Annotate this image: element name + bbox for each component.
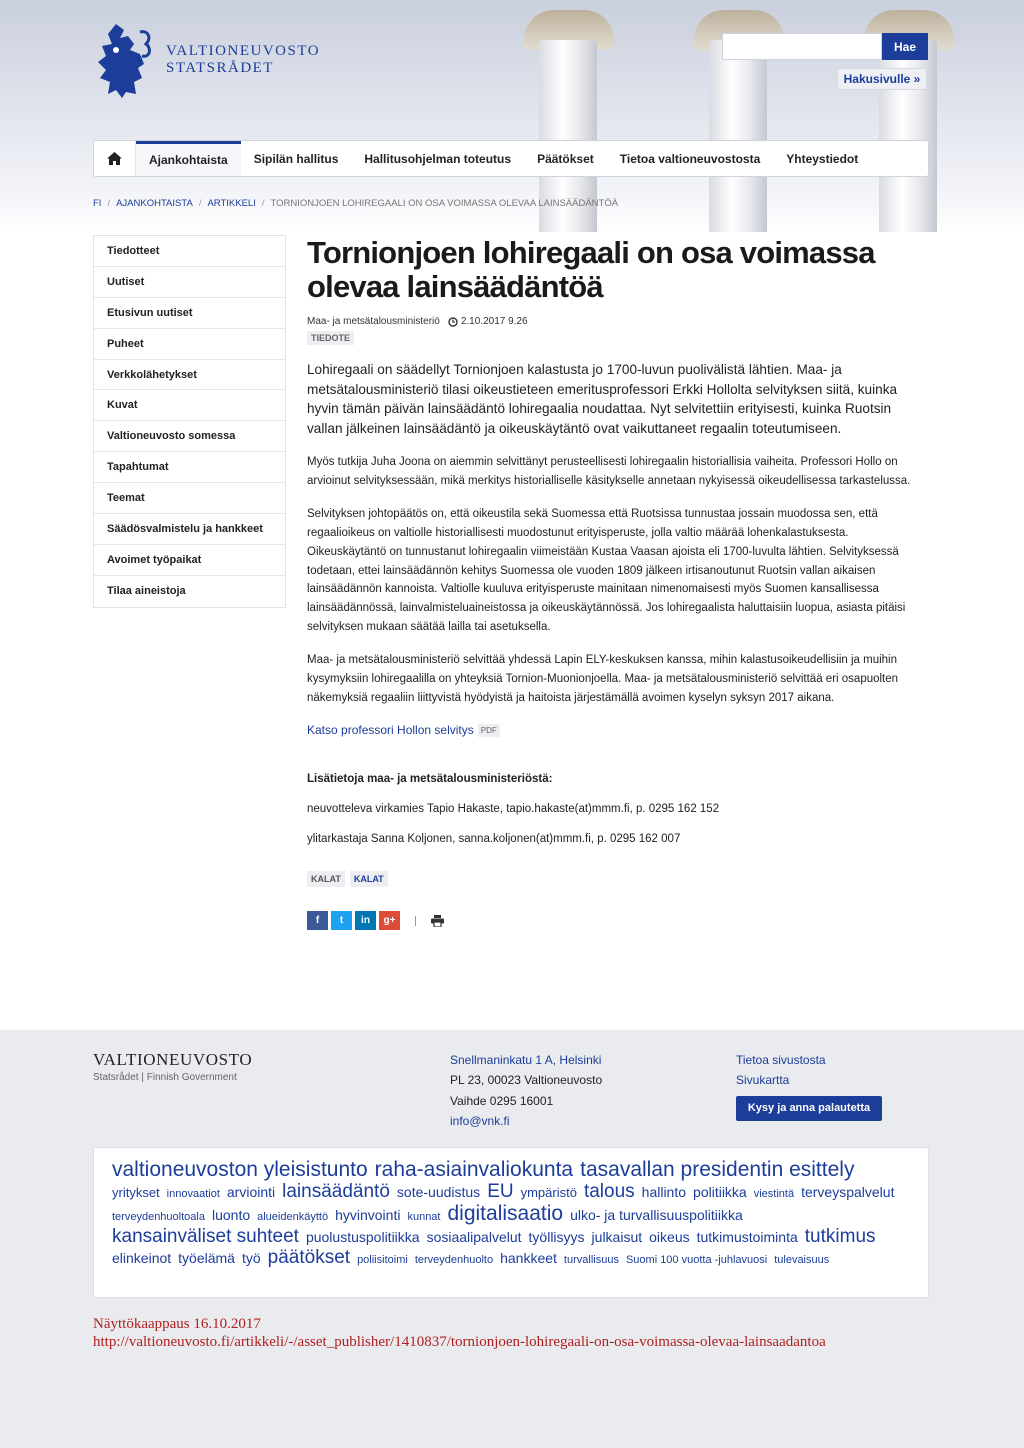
breadcrumb-item-ajankohtaista[interactable]: AJANKOHTAISTA bbox=[116, 198, 193, 209]
nav-item-hallitusohjelman-toteutus[interactable]: Hallitusohjelman toteutus bbox=[364, 151, 512, 166]
search-input[interactable] bbox=[722, 33, 882, 60]
capture-note bbox=[93, 1315, 826, 1351]
article-meta bbox=[307, 316, 929, 327]
tag-cloud-item[interactable]: raha-asiainvaliokunta bbox=[374, 1158, 574, 1181]
search-form bbox=[722, 33, 928, 60]
tag-cloud-item[interactable]: tutkimus bbox=[804, 1226, 876, 1247]
tag-cloud-item[interactable]: EU bbox=[487, 1181, 514, 1202]
breadcrumb-item-artikkeli[interactable]: ARTIKKELI bbox=[207, 198, 256, 209]
breadcrumb-separator: / bbox=[261, 198, 265, 209]
tag-cloud-item[interactable]: Suomi 100 vuotta -juhlavuosi bbox=[625, 1254, 768, 1266]
nav-item-yhteystiedot[interactable]: Yhteystiedot bbox=[786, 151, 859, 166]
googleplus-share-button[interactable] bbox=[379, 911, 400, 930]
capture-url: http://valtioneuvosto.fi/artikkeli/-/asset_publisher/1410837/tornionjoen-lohiregaali-on-osa-voimassa-olevaa-lainsaadantoa bbox=[93, 1334, 826, 1350]
tag-kalat[interactable]: KALAT bbox=[307, 871, 345, 887]
sidebar-item-etusivun-uutiset[interactable]: Etusivun uutiset bbox=[94, 298, 285, 329]
tag-cloud-item[interactable]: kansainväliset suhteet bbox=[112, 1226, 299, 1247]
footer-links-column bbox=[736, 1050, 882, 1121]
tag-cloud bbox=[93, 1147, 929, 1298]
tag-cloud-item[interactable]: poliisitoimi bbox=[357, 1254, 408, 1266]
tag-cloud-item[interactable]: ulko- ja turvallisuuspolitiikka bbox=[570, 1207, 743, 1223]
footer-about-link[interactable]: Tietoa sivustosta bbox=[736, 1053, 826, 1067]
tag-cloud-item[interactable]: työllisyys bbox=[528, 1229, 585, 1245]
tag-cloud-item[interactable]: elinkeinot bbox=[112, 1250, 172, 1266]
clock-icon bbox=[448, 317, 458, 327]
footer-po-box: PL 23, 00023 Valtioneuvosto bbox=[450, 1073, 603, 1088]
tag-cloud-item[interactable]: innovaatiot bbox=[166, 1188, 220, 1200]
tag-cloud-item[interactable]: turvallisuus bbox=[563, 1254, 619, 1266]
breadcrumb-separator: / bbox=[198, 198, 202, 209]
tag-cloud-item[interactable]: hyvinvointi bbox=[335, 1207, 401, 1223]
home-icon bbox=[107, 152, 122, 165]
nav-item-ajankohtaista[interactable]: Ajankohtaista bbox=[136, 141, 241, 176]
facebook-icon: f bbox=[315, 915, 320, 927]
tag-cloud-item[interactable]: yritykset bbox=[112, 1185, 160, 1200]
contact-line: neuvotteleva virkamies Tapio Hakaste, tapio.hakaste(at)mmm.fi, p. 0295 162 152 bbox=[307, 803, 720, 816]
footer-contact-column bbox=[450, 1050, 602, 1131]
tag-cloud-item[interactable]: päätökset bbox=[267, 1247, 351, 1268]
page-header bbox=[0, 0, 1024, 232]
tag-cloud-item[interactable]: viestintä bbox=[753, 1188, 795, 1200]
capture-date: Näyttökaappaus 16.10.2017 bbox=[93, 1316, 261, 1332]
footer-logo-main: VALTIONEUVOSTO bbox=[93, 1050, 253, 1069]
footer-sitemap-link[interactable]: Sivukartta bbox=[736, 1073, 790, 1088]
tag-cloud-item[interactable]: terveydenhuoltoala bbox=[112, 1211, 205, 1223]
search-button[interactable]: Hae bbox=[882, 33, 928, 60]
facebook-share-button[interactable] bbox=[307, 911, 328, 930]
page-footer bbox=[0, 1030, 1024, 1448]
tag-cloud-item[interactable]: valtioneuvoston yleisistunto bbox=[112, 1158, 368, 1181]
tag-cloud-item[interactable]: sote-uudistus bbox=[396, 1184, 481, 1200]
article-paragraph: Maa- ja metsätalousministeriö selvittää yhdessä Lapin ELY-keskuksen kanssa, mihin kalastusoikeudellisiin ja muihin kysymyksiin lohiregaalilla on yhteyksiä Tornion-Muonionjoella. Maa- ja metsätalousministeriö selvittää eri osapuolten näkemyksiä regaaliin liittyvistä hyödyistä ja haitoista järjestämällä avoimen kyselyn syksyn 2017 aikana. bbox=[307, 654, 899, 704]
linkedin-share-button[interactable] bbox=[355, 911, 376, 930]
footer-phone: Vaihde 0295 16001 bbox=[450, 1093, 554, 1108]
tag-kalat[interactable]: KALAT bbox=[350, 871, 388, 887]
column bbox=[709, 40, 767, 232]
tag-cloud-item[interactable]: alueidenkäyttö bbox=[257, 1211, 329, 1223]
sidebar-item-tilaa-aineistoja[interactable]: Tilaa aineistoja bbox=[94, 576, 285, 607]
nav-item-paatokset[interactable]: Päätökset bbox=[537, 151, 594, 166]
sidebar-item-saadosvalmistelu[interactable]: Säädösvalmistelu ja hankkeet bbox=[94, 514, 285, 545]
sidebar-item-tiedotteet[interactable]: Tiedotteet bbox=[94, 236, 285, 267]
share-divider bbox=[415, 916, 416, 926]
logo-line-2: STATSRÅDET bbox=[166, 60, 274, 76]
sidebar-item-kuvat[interactable]: Kuvat bbox=[94, 390, 285, 421]
lion-crest-icon bbox=[94, 20, 156, 100]
footer-logo-sub: Statsrådet | Finnish Government bbox=[93, 1072, 237, 1083]
nav-item-sipilan-hallitus[interactable]: Sipilän hallitus bbox=[253, 151, 339, 166]
advanced-search-link[interactable]: Hakusivulle » bbox=[837, 68, 927, 90]
sidebar-item-verkkolahetykset[interactable]: Verkkolähetykset bbox=[94, 360, 285, 391]
report-link[interactable]: Katso professori Hollon selvitys bbox=[307, 723, 474, 738]
tag-cloud-item[interactable]: terveyspalvelut bbox=[801, 1184, 895, 1200]
tag-cloud-item[interactable]: sosiaalipalvelut bbox=[426, 1229, 522, 1245]
tag-cloud-item[interactable]: ympäristö bbox=[520, 1185, 577, 1200]
article-paragraph: Myös tutkija Juha Joona on aiemmin selvittänyt perusteellisesti lohiregaalin historiallisia vaiheita. Professori Hollo on arvioinut selvityksessään, mikä merkitys historialliselle käsitykselle annetaan nykyisessä oikeudellisessa tarkastelussa. bbox=[307, 456, 911, 487]
tag-cloud-item[interactable]: politiikka bbox=[693, 1184, 747, 1200]
googleplus-icon: g+ bbox=[383, 915, 396, 927]
page-title: Tornionjoen lohiregaali on osa voimassa olevaa lainsäädäntöä bbox=[307, 235, 875, 304]
article-date-wrap bbox=[448, 316, 528, 327]
tag-cloud-item[interactable]: tasavallan presidentin esittely bbox=[580, 1158, 855, 1181]
tag-cloud-item[interactable]: terveydenhuolto bbox=[414, 1254, 494, 1266]
logo-line-1: VALTIONEUVOSTO bbox=[166, 43, 321, 59]
tag-cloud-item[interactable]: arviointi bbox=[226, 1184, 276, 1200]
breadcrumb-item-fi[interactable]: FI bbox=[93, 198, 102, 209]
tag-cloud-item[interactable]: työ bbox=[241, 1250, 261, 1266]
tag-cloud-item[interactable]: kunnat bbox=[407, 1211, 441, 1223]
tag-cloud-item[interactable]: julkaisut bbox=[591, 1229, 643, 1245]
tag-cloud-item[interactable]: hallinto bbox=[641, 1184, 687, 1200]
footer-address-link[interactable]: Snellmaninkatu 1 A, Helsinki bbox=[450, 1053, 602, 1067]
tag-cloud-item[interactable]: oikeus bbox=[649, 1229, 690, 1245]
tag-cloud-item[interactable]: tulevaisuus bbox=[774, 1254, 830, 1266]
report-link-row bbox=[307, 723, 929, 737]
twitter-icon: t bbox=[339, 915, 344, 927]
article-date: 2.10.2017 9.26 bbox=[460, 316, 528, 327]
site-logo[interactable] bbox=[94, 20, 320, 100]
site-logo-text bbox=[166, 43, 320, 77]
article bbox=[307, 236, 929, 930]
footer-email-link[interactable]: info@vnk.fi bbox=[450, 1113, 510, 1128]
share-bar bbox=[307, 911, 929, 930]
tag-cloud-item[interactable]: puolustuspolitiikka bbox=[305, 1229, 420, 1245]
tag-cloud-item[interactable]: hankkeet bbox=[500, 1250, 557, 1266]
sidebar-item-avoimet-tyopaikat[interactable]: Avoimet työpaikat bbox=[94, 545, 285, 576]
nav-item-tietoa-valtioneuvostosta[interactable]: Tietoa valtioneuvostosta bbox=[619, 151, 761, 166]
main-navigation bbox=[93, 140, 929, 177]
article-tags bbox=[307, 871, 929, 887]
sidebar-item-teemat[interactable]: Teemat bbox=[94, 483, 285, 514]
tag-cloud-item[interactable]: lainsäädäntö bbox=[282, 1181, 390, 1202]
sidebar-item-valtioneuvosto-somessa[interactable]: Valtioneuvosto somessa bbox=[94, 421, 285, 452]
print-icon[interactable] bbox=[431, 915, 444, 927]
tag-cloud-item[interactable]: luonto bbox=[211, 1207, 251, 1223]
breadcrumb bbox=[93, 198, 618, 209]
breadcrumb-separator: / bbox=[107, 198, 111, 209]
feedback-button[interactable]: Kysy ja anna palautetta bbox=[736, 1096, 882, 1121]
sidebar bbox=[93, 235, 286, 608]
breadcrumb-current: TORNIONJOEN LOHIREGAALI ON OSA VOIMASSA OLEVAA LAINSÄÄDÄNTÖÄ bbox=[270, 198, 619, 209]
tag-cloud-item[interactable]: digitalisaatio bbox=[447, 1202, 564, 1225]
article-paragraph: Selvityksen johtopäätös on, että oikeustila sekä Suomessa että Ruotsissa tunnustaa jossain muodossa sen, että regaalioikeus on valtiolle historiallisesti muodostunut erityisperuste, jolla valtio määrää lohenkalastuksesta. Oikeuskäytäntö on tunnustanut lohiregaalin viimeistään Kustaa Vaasan ajoista eli 1700-luvulta lähtien. Selvityksessä todetaan, ettei lainsäädännön kehitys Suomessa ole vuoden 1809 jälkeen irtisanoutunut Ruotsin vallan aikaisen lainsäädännön kannoista. Valtiolle kuuluva erityisperuste mainitaan nimenomaisesti myös Suomen kansallisessa lainsäädännössä, lainvalmisteluaineistossa ja oikeuskäytännössä. Jos lohiregaalista haluttaisiin luopua, asiasta pitäisi selvityksen mukaan säätää lailla tai asetuksella. bbox=[307, 508, 906, 633]
tag-cloud-item[interactable]: tutkimustoiminta bbox=[696, 1229, 798, 1245]
nav-home-button[interactable] bbox=[94, 141, 136, 176]
tag-cloud-item[interactable]: talous bbox=[583, 1181, 635, 1202]
sidebar-item-uutiset[interactable]: Uutiset bbox=[94, 267, 285, 298]
linkedin-icon: in bbox=[361, 915, 370, 927]
twitter-share-button[interactable] bbox=[331, 911, 352, 930]
article-lead: Lohiregaali on säädellyt Tornionjoen kalastusta jo 1700-luvun puolivälistä lähtien. Maa- ja metsätalousministeriö tilasi oikeustieteen emeritusprofessori Erkki Hollolta selvityksen siitä, kuinka hyvin tämän päivän lainsäädäntö lohiregaalia noudattaa. Nyt selvitettiin erityisesti, kuinka Ruotsin vallan jälkeinen lainsäädäntö ja oikeuskäytäntö ovat vaikuttaneet regaalin toteutumiseen. bbox=[307, 362, 898, 436]
article-ministry[interactable]: Maa- ja metsätalousministeriö bbox=[307, 316, 440, 327]
contacts-title: Lisätietoja maa- ja metsätalousministeriöstä: bbox=[307, 773, 553, 786]
tag-cloud-item[interactable]: työelämä bbox=[178, 1250, 235, 1266]
sidebar-item-tapahtumat[interactable]: Tapahtumat bbox=[94, 452, 285, 483]
article-type-badge[interactable]: TIEDOTE bbox=[307, 331, 354, 345]
contact-line: ylitarkastaja Sanna Koljonen, sanna.koljonen(at)mmm.fi, p. 0295 162 007 bbox=[307, 833, 681, 846]
pdf-badge: PDF bbox=[478, 724, 500, 737]
footer-logo[interactable] bbox=[93, 1050, 252, 1083]
sidebar-item-puheet[interactable]: Puheet bbox=[94, 329, 285, 360]
